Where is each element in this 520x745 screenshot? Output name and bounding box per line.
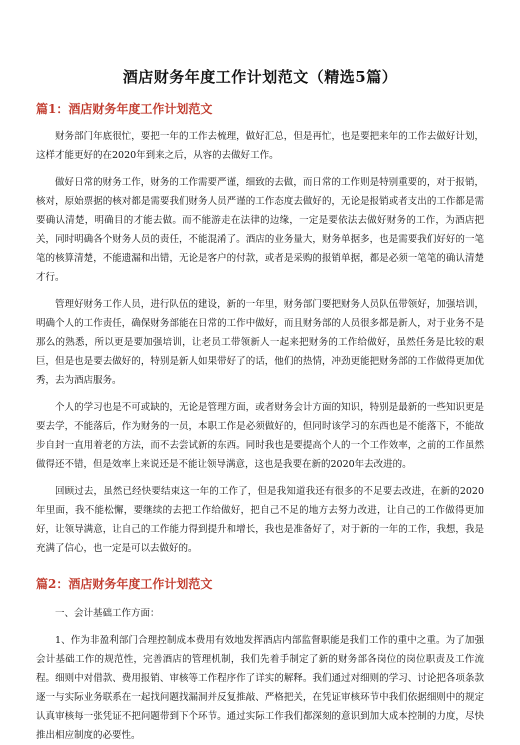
section-1-paragraph-2: 做好日常的财务工作，财务的工作需要严谨，细致的去做，而日常的工作则是特别重要的，对于报销，核对，原始票据的核对都是需要我们财务人员严谨的工作态度去做好的，无论是报销或者支出的工作都是需要确认清楚，明确目的才能去做。而不能游走在法律的边缘，一定是要依法去做好财务的工作，为酒店把关，同时明确各个财务人员的责任，不能混淆了。酒店的业务量大，财务单据多，也是需要我们好好的一笔笔的核算清楚，不能遗漏和出错，无论是客户的付款，或者是采购的报销单据，都是必须一笔笔的确认清楚才行。	[36, 177, 484, 283]
section-1-paragraph-1: 财务部门年底很忙，要把一年的工作去梳理，做好汇总，但是再忙，也是要把来年的工作去做好计划，这样才能更好的在2020年到来之后，从容的去做好工作。	[36, 131, 484, 161]
section-1-paragraph-5: 回顾过去，虽然已经快要结束这一年的工作了，但是我知道我还有很多的不足要去改进，在新的2020年里面，我不能松懈，要继续的去把工作给做好，把自己不足的地方去努力改进，让自己的工作做得更加好，让领导满意，让自己的工作能力得到提升和增长，我也是准备好了，对于新的一年的工作，我想，我是充满了信心，也一定是可以去做好的。	[36, 486, 484, 554]
section-2-paragraph-1: 1、作为非盈利部门合理控制成本费用有效地发挥酒店内部监督职能是我们工作的重中之重。为了加强会计基础工作的规范性，完善酒店的管理机制，我们先着手制定了新的财务部各岗位的岗位职责及工作流程。细则中对借款、费用报销、审核等工作程序作了详实的解释。我们通过对细则的学习、讨论把各项条款逐一与实际业务联系在一起找问题找漏洞并反复推敲、严格把关，在凭证审核环节中我们依据细则中的规定认真审核每一张凭证不把问题带到下个环节。通过实际工作我们都深刻的意识到加大成本控制的力度，尽快推出相应制度的必要性。	[36, 635, 484, 741]
document-title: 酒店财务年度工作计划范文（精选5篇）	[122, 68, 398, 86]
section-1-paragraph-4: 个人的学习也是不可或缺的，无论是管理方面，或者财务会计方面的知识，特别是最新的一些知识更是要去学，不能落后，作为财务的一员，本职工作是必须做好的，但同时该学习的东西也是不能落下，不能故步自封一直用着老的方法，而不去尝试新的东西。同时我也是要提高个人的一个工作效率，之前的工作虽然做得还不错，但是效率上来说还是不能让领导满意，这也是我要在新的2020年去改进的。	[36, 402, 484, 470]
section-2-heading: 篇2：酒店财务年度工作计划范文	[36, 577, 213, 591]
section-1-paragraph-3: 管理好财务工作人员，进行队伍的建设，新的一年里，财务部门要把财务人员队伍带领好，加强培训，明确个人的工作责任，确保财务部能在日常的工作中做好，而且财务部的人员很多都是新人，对于业务不是那么的熟悉，所以更是要加强培训，让老员工带领新人一起来把财务的工作给做好，虽然任务是比较的艰巨，但是也是要去做好的，特别是新人如果带好了的话，他们的热情，冲劲更能把财务部的工作做得更加优秀，去为酒店服务。	[36, 299, 484, 386]
section-1-heading: 篇1：酒店财务年度工作计划范文	[36, 102, 213, 116]
section-2-subheading: 一、会计基础工作方面：	[55, 608, 160, 619]
